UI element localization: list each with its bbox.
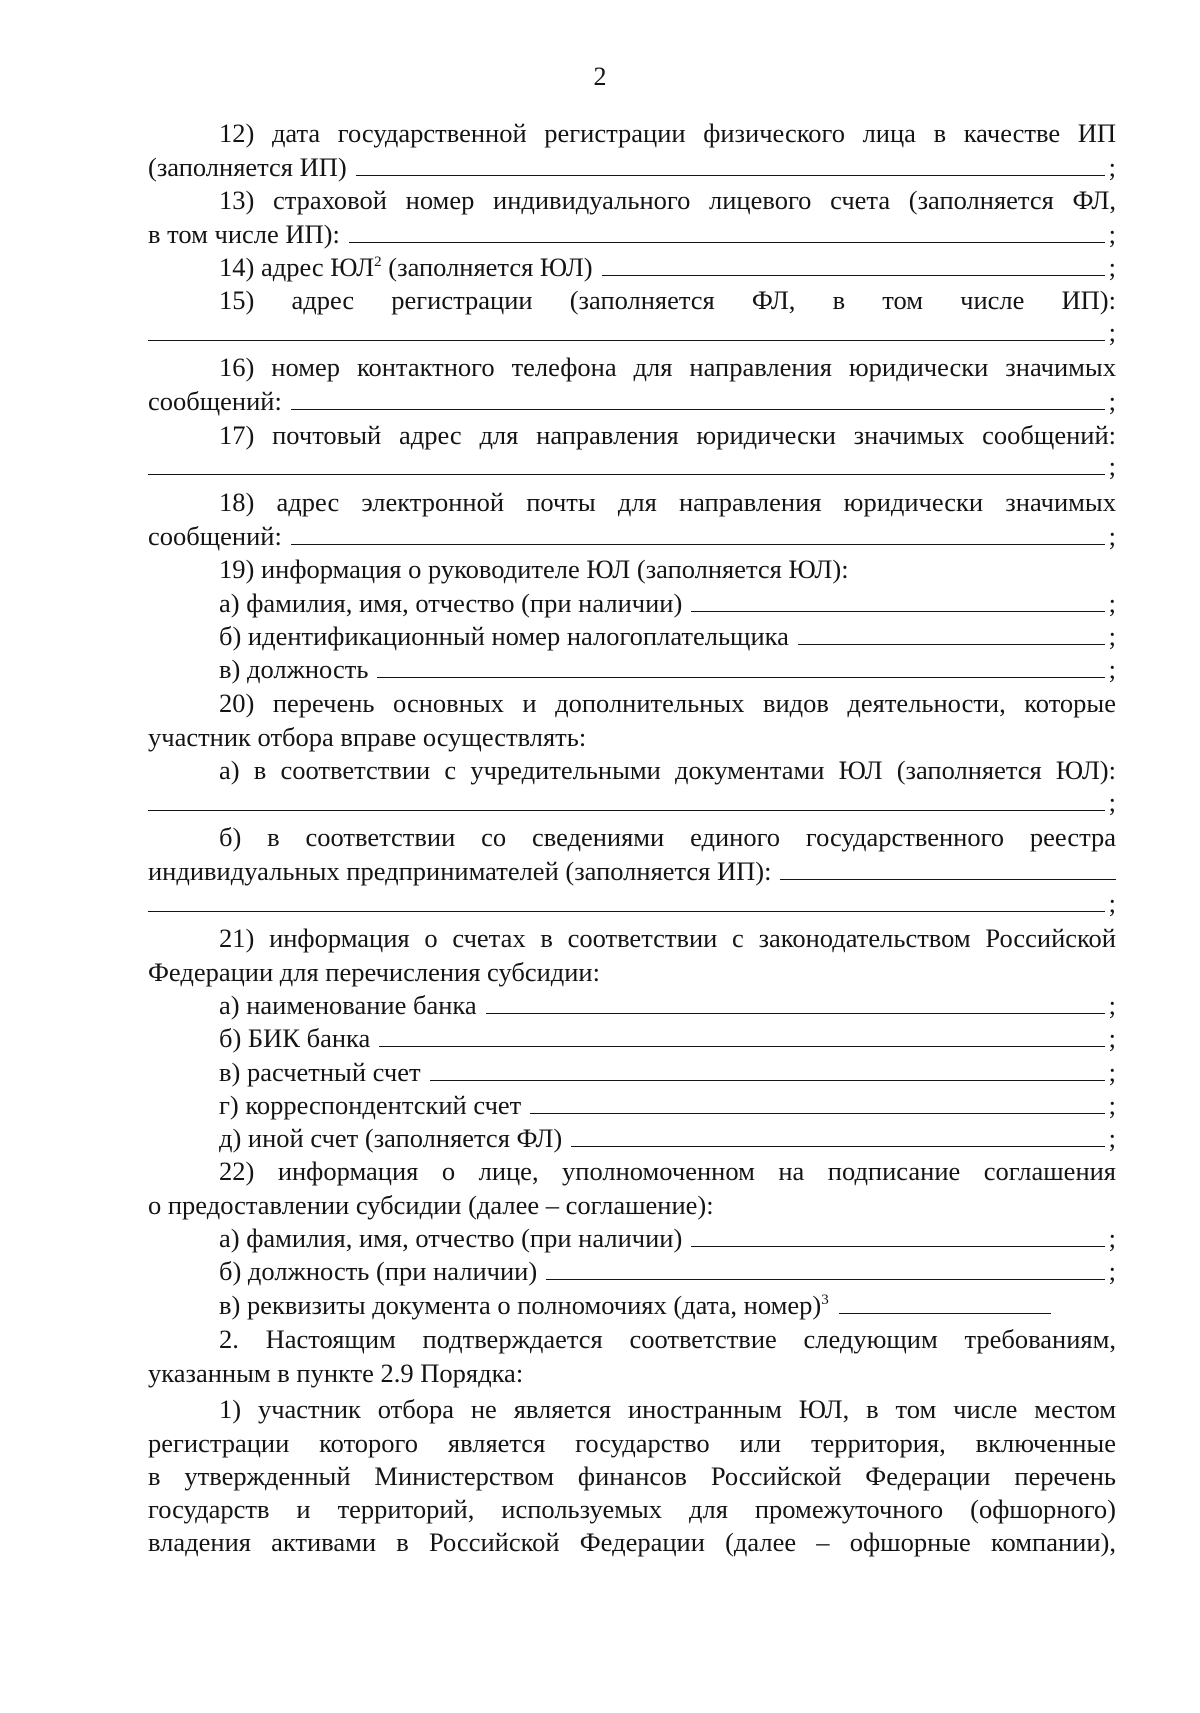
registration-address-field[interactable] — [148, 317, 1105, 341]
item-13-line-1: 13) страховой номер индивидуального лицевого счета (заполняется ФЛ, — [219, 185, 1116, 215]
email-field[interactable] — [291, 521, 1105, 545]
item-21a-line — [219, 988, 1116, 1022]
semicolon: ; — [1108, 1223, 1116, 1253]
semicolon: ; — [1108, 252, 1116, 282]
item-19a-line — [219, 586, 1116, 620]
section-2-line-1: 2. Настоящим подтверждается соответствие следующим требованиям, — [219, 1324, 1116, 1354]
item-20a-line-2 — [148, 785, 1116, 819]
item-17-line-2 — [148, 449, 1116, 483]
item-21c-line — [219, 1055, 1116, 1089]
semicolon: ; — [1108, 1023, 1116, 1053]
requirement-1-line-4: государств и территорий, используемых для промежуточного (офшорного) — [148, 1494, 1116, 1524]
semicolon: ; — [1108, 654, 1116, 684]
field-label: а) фамилия, имя, отчество (при наличии) — [219, 1223, 683, 1253]
item-22a-line — [219, 1221, 1116, 1255]
item-20a-line-1: а) в соответствии с учредительными документами ЮЛ (заполняется ЮЛ): — [219, 755, 1116, 785]
requirement-1-line-5: владения активами в Российской Федерации (далее – офшорные компании), — [148, 1527, 1116, 1557]
field-label: в) расчетный счет — [219, 1057, 421, 1087]
field-label: д) иной счет (заполняется ФЛ) — [219, 1123, 563, 1153]
activities-egrip-field-continued[interactable] — [148, 888, 1105, 912]
item-15-line-1: 15) адрес регистрации (заполняется ФЛ, в том числе ИП): — [219, 285, 1116, 315]
semicolon: ; — [1108, 521, 1116, 551]
footnote-ref-2[interactable]: 2 — [374, 254, 382, 270]
field-label: б) БИК банка — [219, 1023, 371, 1053]
semicolon: ; — [1108, 621, 1116, 651]
item-21d-line — [219, 1088, 1116, 1122]
semicolon: ; — [1108, 1057, 1116, 1087]
ip-registration-date-field[interactable] — [356, 152, 1105, 176]
item-19c-line — [219, 652, 1116, 686]
field-label: (заполняется ИП) — [148, 152, 347, 182]
item-12-line-1: 12) дата государственной регистрации физического лица в качестве ИП — [219, 118, 1116, 148]
semicolon: ; — [1108, 787, 1116, 817]
signatory-position-field[interactable] — [546, 1256, 1104, 1280]
semicolon: ; — [1108, 451, 1116, 481]
field-label — [219, 1288, 829, 1322]
item-18-line-2 — [148, 519, 1116, 553]
field-label: сообщений: — [148, 386, 282, 416]
item-21-line-1: 21) информация о счетах в соответствии с законодательством Российской — [219, 923, 1116, 953]
field-label: а) наименование банка — [219, 990, 477, 1020]
requirement-1-line-2: регистрации которого является государство или территория, включенные — [148, 1428, 1116, 1458]
authority-document-field[interactable] — [839, 1290, 1051, 1314]
field-label: в том числе ИП): — [148, 219, 340, 249]
item-20b-line-1: б) в соответствии со сведениями единого государственного реестра — [219, 822, 1116, 852]
correspondent-account-field[interactable] — [530, 1090, 1104, 1114]
semicolon: ; — [1108, 1256, 1116, 1286]
item-19b-line — [219, 619, 1116, 653]
item-13-line-2 — [148, 217, 1116, 251]
other-account-field[interactable] — [571, 1123, 1104, 1147]
director-inn-field[interactable] — [798, 621, 1105, 645]
field-label — [219, 250, 593, 284]
item-22-line-1: 22) информация о лице, уполномоченном на подписание соглашения — [219, 1156, 1116, 1186]
field-label: б) должность (при наличии) — [219, 1256, 538, 1286]
semicolon: ; — [1108, 386, 1116, 416]
item-22-line-2: о предоставлении субсидии (далее – соглашение): — [148, 1190, 714, 1220]
field-label: индивидуальных предпринимателей (заполняется ИП): — [148, 856, 772, 886]
item-20b-line-2 — [148, 854, 1116, 888]
item-21e-line — [219, 1121, 1116, 1155]
bank-bik-field[interactable] — [379, 1023, 1104, 1047]
item-21b-line — [219, 1021, 1116, 1055]
item-18-line-1: 18) адрес электронной почты для направления юридически значимых — [219, 487, 1116, 517]
settlement-account-field[interactable] — [430, 1057, 1105, 1081]
phone-field[interactable] — [291, 386, 1105, 410]
semicolon: ; — [1108, 317, 1116, 347]
item-20b-line-3 — [148, 886, 1116, 920]
activities-egrip-field[interactable] — [780, 856, 1116, 880]
semicolon: ; — [1108, 219, 1116, 249]
label-text: 14) адрес ЮЛ — [219, 252, 375, 282]
item-17-line-1: 17) почтовый адрес для направления юридически значимых сообщений: — [219, 420, 1116, 450]
legal-address-field[interactable] — [602, 252, 1105, 276]
field-label: сообщений: — [148, 521, 282, 551]
item-21-line-2: Федерации для перечисления субсидии: — [148, 957, 600, 987]
semicolon: ; — [1108, 888, 1116, 918]
requirement-1-line-3: в утвержденный Министерством финансов Российской Федерации перечень — [148, 1461, 1116, 1491]
field-label: б) идентификационный номер налогоплательщика — [219, 621, 789, 651]
bank-name-field[interactable] — [486, 990, 1105, 1014]
postal-address-field[interactable] — [148, 451, 1105, 475]
item-15-line-2 — [148, 315, 1116, 349]
item-12-line-2 — [148, 150, 1116, 184]
page-number: 2 — [593, 62, 607, 91]
activities-founding-docs-field[interactable] — [148, 787, 1105, 811]
item-16-line-2 — [148, 384, 1116, 418]
field-label: в) должность — [219, 654, 369, 684]
semicolon: ; — [1108, 1123, 1116, 1153]
footnote-ref-3[interactable]: 3 — [821, 1292, 829, 1308]
snils-field[interactable] — [349, 219, 1105, 243]
item-22c-line — [219, 1288, 1116, 1322]
label-text: (заполняется ЮЛ) — [381, 252, 593, 282]
requirement-1-line-1: 1) участник отбора не является иностранным ЮЛ, в том числе местом — [219, 1394, 1116, 1424]
item-16-line-1: 16) номер контактного телефона для направления юридически значимых — [219, 352, 1116, 382]
item-20-line-2: участник отбора вправе осуществлять: — [148, 722, 587, 752]
item-14-line — [219, 250, 1116, 284]
semicolon: ; — [1108, 588, 1116, 618]
semicolon: ; — [1108, 152, 1116, 182]
director-name-field[interactable] — [691, 588, 1104, 612]
field-label: а) фамилия, имя, отчество (при наличии) — [219, 588, 683, 618]
section-2-line-2: указанным в пункте 2.9 Порядка: — [148, 1358, 524, 1388]
item-19-heading: 19) информация о руководителе ЮЛ (заполняется ЮЛ): — [219, 554, 849, 584]
item-22b-line — [219, 1254, 1116, 1288]
semicolon: ; — [1108, 990, 1116, 1020]
semicolon: ; — [1108, 1090, 1116, 1120]
field-label: г) корреспондентский счет — [219, 1090, 522, 1120]
item-20-line-1: 20) перечень основных и дополнительных видов деятельности, которые — [219, 688, 1116, 718]
director-position-field[interactable] — [377, 654, 1104, 678]
label-text: в) реквизиты документа о полномочиях (дата, номер) — [219, 1290, 822, 1320]
signatory-name-field[interactable] — [691, 1223, 1104, 1247]
